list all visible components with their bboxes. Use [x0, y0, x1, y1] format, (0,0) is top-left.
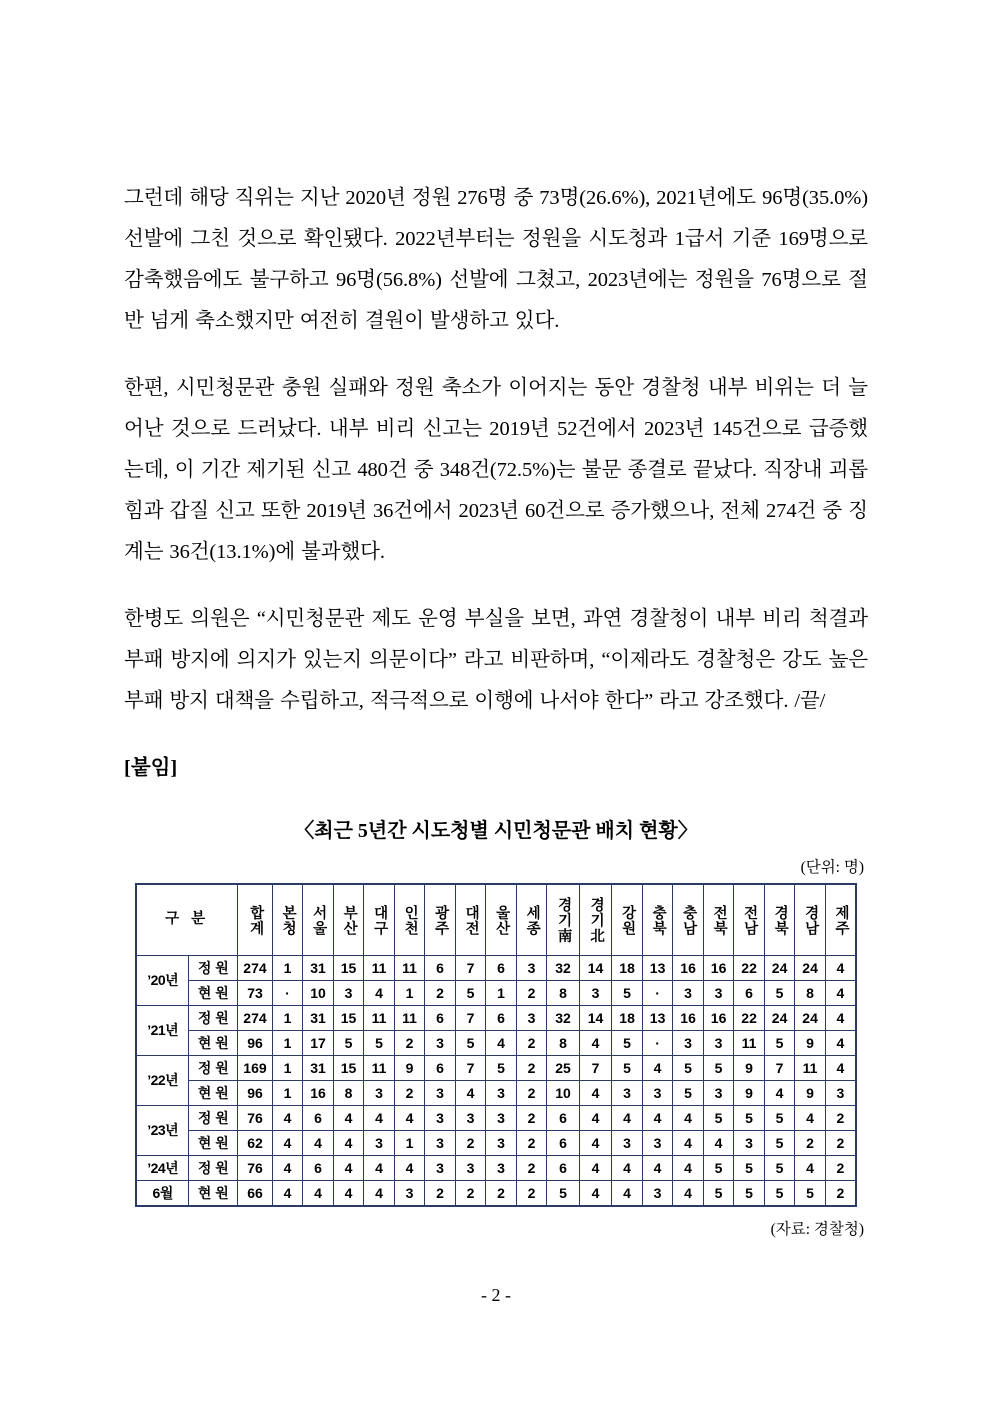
cell: 5 [612, 1031, 643, 1056]
cell: 2 [394, 1081, 425, 1106]
cell: 76 [238, 1156, 273, 1181]
cell: 2 [825, 1106, 856, 1131]
row-kind: 현 원 [189, 1181, 238, 1207]
cell: 2 [516, 1181, 547, 1207]
cell: 9 [734, 1081, 765, 1106]
cell: 14 [579, 1006, 612, 1031]
cell: 4 [364, 1181, 395, 1207]
cell: 10 [547, 1081, 580, 1106]
cell: 76 [238, 1106, 273, 1131]
cell: 5 [703, 1056, 734, 1081]
cell: 274 [238, 1006, 273, 1031]
cell: 4 [579, 1081, 612, 1106]
cell: 5 [764, 1031, 795, 1056]
cell: 1 [394, 1131, 425, 1156]
header-gyeonggi-north: 경기北 [579, 884, 612, 956]
cell: 31 [303, 956, 334, 981]
header-chungbuk: 충북 [642, 884, 673, 956]
cell: 3 [425, 1081, 456, 1106]
cell: 3 [394, 1181, 425, 1207]
cell: 17 [303, 1031, 334, 1056]
cell: 4 [642, 1056, 673, 1081]
cell: 3 [486, 1081, 517, 1106]
cell: 3 [425, 1031, 456, 1056]
cell: 4 [333, 1106, 364, 1131]
cell: 7 [455, 956, 486, 981]
cell: 3 [333, 981, 364, 1006]
cell: 15 [333, 1056, 364, 1081]
cell: 4 [303, 1131, 334, 1156]
header-daegu: 대구 [364, 884, 395, 956]
header-seoul: 서울 [303, 884, 334, 956]
table-container [124, 883, 868, 1207]
cell: · [272, 981, 303, 1006]
cell: 4 [333, 1156, 364, 1181]
cell: 4 [825, 1006, 856, 1031]
cell: 5 [703, 1106, 734, 1131]
cell: 3 [703, 981, 734, 1006]
cell: 2 [394, 1031, 425, 1056]
cell: 4 [364, 1156, 395, 1181]
header-daejeon: 대전 [455, 884, 486, 956]
cell: 4 [394, 1156, 425, 1181]
cell: 2 [516, 1031, 547, 1056]
cell: 14 [579, 956, 612, 981]
cell: 3 [642, 1081, 673, 1106]
cell: 4 [272, 1106, 303, 1131]
cell: 3 [455, 1106, 486, 1131]
cell: 6 [547, 1156, 580, 1181]
cell: 24 [764, 1006, 795, 1031]
cell: 3 [486, 1131, 517, 1156]
cell: 5 [764, 1181, 795, 1207]
cell: 5 [734, 1106, 765, 1131]
cell: 2 [425, 1181, 456, 1207]
table-row [136, 1131, 856, 1156]
cell: 2 [516, 1131, 547, 1156]
cell: 2 [825, 1156, 856, 1181]
cell: 5 [333, 1031, 364, 1056]
cell: 4 [272, 1181, 303, 1207]
header-chungnam: 충남 [673, 884, 704, 956]
header-gyeongbuk: 경북 [764, 884, 795, 956]
header-gwangju: 광주 [425, 884, 456, 956]
header-jeju: 제주 [825, 884, 856, 956]
row-kind: 정 원 [189, 1106, 238, 1131]
cell: 5 [673, 1056, 704, 1081]
row-kind: 현 원 [189, 1081, 238, 1106]
cell: 5 [764, 1156, 795, 1181]
header-jeonnam: 전남 [734, 884, 765, 956]
cell: 4 [673, 1131, 704, 1156]
row-kind: 현 원 [189, 1031, 238, 1056]
cell: 6 [734, 981, 765, 1006]
header-sejong: 세종 [516, 884, 547, 956]
cell: 1 [272, 1081, 303, 1106]
cell: 4 [795, 1156, 826, 1181]
cell: 18 [612, 1006, 643, 1031]
cell: 2 [516, 1156, 547, 1181]
cell: 6 [547, 1106, 580, 1131]
table-row [136, 1106, 856, 1131]
cell: 24 [764, 956, 795, 981]
cell: 13 [642, 1006, 673, 1031]
cell: 5 [612, 1056, 643, 1081]
cell: 6 [547, 1131, 580, 1156]
table-unit-note: (단위: 명) [800, 859, 864, 876]
cell: 11 [364, 956, 395, 981]
cell: 16 [703, 1006, 734, 1031]
cell: 7 [455, 1006, 486, 1031]
cell: 6 [425, 956, 456, 981]
cell: 4 [825, 956, 856, 981]
cell: 8 [547, 1031, 580, 1056]
cell: 10 [303, 981, 334, 1006]
cell: 3 [642, 1131, 673, 1156]
cell: 2 [516, 981, 547, 1006]
cell: 5 [795, 1181, 826, 1207]
cell: · [642, 1031, 673, 1056]
cell: 4 [764, 1081, 795, 1106]
cell: 3 [703, 1081, 734, 1106]
cell: 2 [455, 1131, 486, 1156]
cell: 22 [734, 1006, 765, 1031]
cell: 6 [425, 1006, 456, 1031]
cell: 5 [364, 1031, 395, 1056]
cell: 16 [703, 956, 734, 981]
cell: 2 [455, 1181, 486, 1207]
cell: 3 [703, 1031, 734, 1056]
cell: 7 [455, 1056, 486, 1081]
cell: 9 [795, 1031, 826, 1056]
cell: 8 [547, 981, 580, 1006]
deployment-status-table [135, 883, 857, 1207]
cell: 5 [734, 1181, 765, 1207]
cell: 4 [795, 1106, 826, 1131]
paragraph-3: 한병도 의원은 “시민청문관 제도 운영 부실을 보면, 과연 경찰청이 내부 비리 척결과 부패 방지에 의지가 있는지 의문이다” 라고 비판하며, “이제라도 경찰청은 강도 높은 부패 방지 대책을 수립하고, 적극적으로 이행에 나서야 한다” 라고 강조했다. /끝/ [124, 608, 868, 712]
row-kind: 정 원 [189, 1006, 238, 1031]
cell: 2 [516, 1081, 547, 1106]
table-row [136, 981, 856, 1006]
cell: 4 [333, 1131, 364, 1156]
cell: 4 [272, 1156, 303, 1181]
row-kind: 정 원 [189, 1056, 238, 1081]
cell: 32 [547, 1006, 580, 1031]
cell: 7 [764, 1056, 795, 1081]
cell: 4 [364, 981, 395, 1006]
table-row [136, 1181, 856, 1207]
cell: 9 [795, 1081, 826, 1106]
cell: 4 [579, 1181, 612, 1207]
cell: 2 [516, 1056, 547, 1081]
header-jeonbuk: 전북 [703, 884, 734, 956]
cell: 5 [455, 1031, 486, 1056]
cell: 66 [238, 1181, 273, 1207]
row-year: ’20년 [136, 956, 189, 1006]
cell: 3 [612, 1081, 643, 1106]
attachment-label: [붙임] [124, 757, 178, 779]
cell: 11 [795, 1056, 826, 1081]
row-year: 6월 [136, 1181, 189, 1207]
cell: 3 [612, 1131, 643, 1156]
cell: 73 [238, 981, 273, 1006]
cell: 3 [579, 981, 612, 1006]
cell: 4 [579, 1106, 612, 1131]
cell: 3 [425, 1156, 456, 1181]
header-boncheong: 본청 [272, 884, 303, 956]
cell: 4 [579, 1131, 612, 1156]
cell: 11 [734, 1031, 765, 1056]
table-row [136, 1156, 856, 1181]
cell: 5 [703, 1181, 734, 1207]
row-year: ’21년 [136, 1006, 189, 1056]
paragraph-1: 그런데 해당 직위는 지난 2020년 정원 276명 중 73명(26.6%), 2021년에도 96명(35.0%) 선발에 그친 것으로 확인됐다. 2022년부터는 정원을 시도청과 1급서 기준 169명으로 감축했음에도 불구하고 96명(56.8%) 선발에 그쳤고, 2023년에는 정원을 76명으로 절반 넘게 축소했지만 여전히 결원이 발생하고 있다. [124, 187, 868, 332]
cell: 5 [734, 1156, 765, 1181]
table-header-row [136, 884, 856, 956]
cell: 2 [825, 1181, 856, 1207]
row-year: ’23년 [136, 1106, 189, 1156]
cell: 3 [642, 1181, 673, 1207]
cell: 2 [825, 1131, 856, 1156]
cell: 4 [703, 1131, 734, 1156]
cell: 4 [394, 1106, 425, 1131]
cell: 3 [734, 1131, 765, 1156]
cell: 96 [238, 1031, 273, 1056]
cell: 4 [825, 981, 856, 1006]
cell: 4 [673, 1156, 704, 1181]
cell: 16 [673, 1006, 704, 1031]
cell: 9 [734, 1056, 765, 1081]
cell: 11 [364, 1056, 395, 1081]
table-body [136, 956, 856, 1207]
cell: 3 [425, 1106, 456, 1131]
cell: 96 [238, 1081, 273, 1106]
cell: 8 [795, 981, 826, 1006]
cell: 15 [333, 956, 364, 981]
cell: 4 [486, 1031, 517, 1056]
cell: 274 [238, 956, 273, 981]
cell: 4 [303, 1181, 334, 1207]
cell: 2 [516, 1106, 547, 1131]
cell: 4 [612, 1181, 643, 1207]
cell: 1 [272, 1031, 303, 1056]
cell: 3 [516, 1006, 547, 1031]
header-gyeongnam: 경남 [795, 884, 826, 956]
cell: 3 [455, 1156, 486, 1181]
cell: 5 [673, 1081, 704, 1106]
row-year: ’24년 [136, 1156, 189, 1181]
row-kind: 정 원 [189, 1156, 238, 1181]
table-source-note: (자료: 경찰청) [770, 1221, 864, 1238]
cell: 5 [764, 1106, 795, 1131]
row-kind: 현 원 [189, 1131, 238, 1156]
cell: 3 [364, 1081, 395, 1106]
cell: 9 [394, 1056, 425, 1081]
cell: 4 [333, 1181, 364, 1207]
header-gyeonggi-south: 경기南 [547, 884, 580, 956]
cell: 6 [486, 1006, 517, 1031]
cell: 2 [795, 1131, 826, 1156]
header-ulsan: 울산 [486, 884, 517, 956]
cell: 4 [579, 1031, 612, 1056]
table-row [136, 1006, 856, 1031]
cell: 11 [394, 956, 425, 981]
header-gubun: 구 분 [136, 884, 238, 956]
table-header [136, 884, 856, 956]
header-gangwon: 강원 [612, 884, 643, 956]
cell: 1 [394, 981, 425, 1006]
cell: 31 [303, 1006, 334, 1031]
header-busan: 부산 [333, 884, 364, 956]
cell: 3 [486, 1156, 517, 1181]
cell: 4 [673, 1181, 704, 1207]
cell: 3 [516, 956, 547, 981]
cell: 5 [703, 1156, 734, 1181]
cell: 5 [486, 1056, 517, 1081]
cell: 25 [547, 1056, 580, 1081]
cell: 4 [642, 1156, 673, 1181]
paragraph-2: 한편, 시민청문관 충원 실패와 정원 축소가 이어지는 동안 경찰청 내부 비위는 더 늘어난 것으로 드러났다. 내부 비리 신고는 2019년 52건에서 2023년 145건으로 급증했는데, 이 기간 제기된 신고 480건 중 348건(72.5%)는 불문 종결로 끝났다. 직장내 괴롭힘과 갑질 신고 또한 2019년 36건에서 2023년 60건으로 증가했으나, 전체 274건 중 징계는 36건(13.1%)에 불과했다. [124, 377, 868, 563]
cell: · [642, 981, 673, 1006]
cell: 1 [486, 981, 517, 1006]
header-incheon: 인천 [394, 884, 425, 956]
cell: 3 [673, 1031, 704, 1056]
cell: 5 [764, 1131, 795, 1156]
cell: 6 [303, 1156, 334, 1181]
cell: 11 [364, 1006, 395, 1031]
cell: 22 [734, 956, 765, 981]
cell: 4 [612, 1156, 643, 1181]
cell: 5 [547, 1181, 580, 1207]
cell: 6 [486, 956, 517, 981]
cell: 2 [425, 981, 456, 1006]
cell: 4 [612, 1106, 643, 1131]
cell: 4 [825, 1031, 856, 1056]
table-row [136, 956, 856, 981]
cell: 4 [364, 1106, 395, 1131]
row-kind: 현 원 [189, 981, 238, 1006]
cell: 16 [673, 956, 704, 981]
cell: 4 [579, 1156, 612, 1181]
cell: 1 [272, 956, 303, 981]
cell: 169 [238, 1056, 273, 1081]
cell: 3 [364, 1131, 395, 1156]
cell: 4 [673, 1106, 704, 1131]
cell: 4 [825, 1056, 856, 1081]
row-year: ’22년 [136, 1056, 189, 1106]
cell: 3 [673, 981, 704, 1006]
cell: 3 [825, 1081, 856, 1106]
page-number: - 2 - [481, 1285, 511, 1305]
cell: 7 [579, 1056, 612, 1081]
cell: 8 [333, 1081, 364, 1106]
cell: 24 [795, 956, 826, 981]
page-content [124, 178, 868, 1239]
cell: 62 [238, 1131, 273, 1156]
cell: 4 [642, 1106, 673, 1131]
table-row [136, 1081, 856, 1106]
cell: 6 [303, 1106, 334, 1131]
table-title: 〈최근 5년간 시도청별 시민청문관 배치 현황〉 [294, 820, 698, 842]
cell: 31 [303, 1056, 334, 1081]
cell: 16 [303, 1081, 334, 1106]
cell: 3 [486, 1106, 517, 1131]
cell: 3 [425, 1131, 456, 1156]
cell: 5 [764, 981, 795, 1006]
cell: 24 [795, 1006, 826, 1031]
cell: 13 [642, 956, 673, 981]
cell: 1 [272, 1056, 303, 1081]
cell: 15 [333, 1006, 364, 1031]
cell: 4 [272, 1131, 303, 1156]
cell: 18 [612, 956, 643, 981]
cell: 11 [394, 1006, 425, 1031]
cell: 4 [455, 1081, 486, 1106]
header-total: 합계 [238, 884, 273, 956]
table-row [136, 1056, 856, 1081]
cell: 32 [547, 956, 580, 981]
cell: 2 [486, 1181, 517, 1207]
table-row [136, 1031, 856, 1056]
cell: 6 [425, 1056, 456, 1081]
cell: 5 [612, 981, 643, 1006]
row-kind: 정 원 [189, 956, 238, 981]
cell: 1 [272, 1006, 303, 1031]
cell: 5 [455, 981, 486, 1006]
